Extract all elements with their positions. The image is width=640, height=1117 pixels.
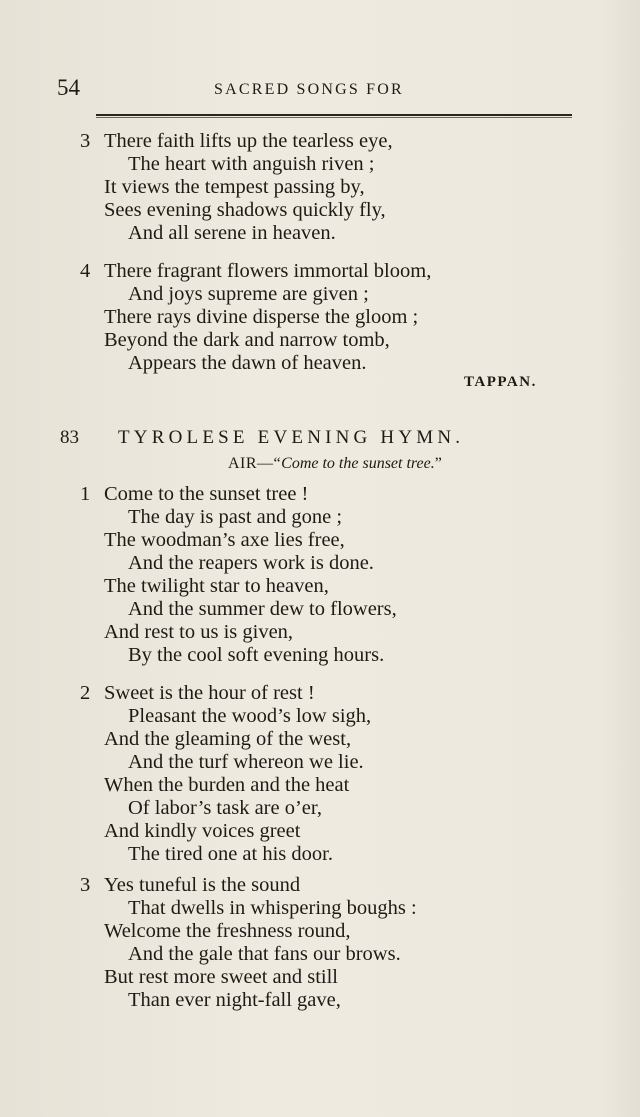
verse-line: Sees evening shadows quickly fly, <box>104 199 386 221</box>
verse-line: It views the tempest passing by, <box>104 176 365 198</box>
verse-line: Pleasant the wood’s low sigh, <box>128 705 372 727</box>
hymn-title: TYROLESE EVENING HYMN. <box>118 427 465 448</box>
verse-line: There fragrant flowers immortal bloom, <box>104 260 432 282</box>
verse-line: Come to the sunset tree ! <box>104 483 309 505</box>
verse-line: There rays divine disperse the gloom ; <box>104 306 419 328</box>
hymn-number: 83 <box>60 427 79 448</box>
verse-line: Yes tuneful is the sound <box>104 874 301 896</box>
stanza-number: 1 <box>80 483 91 505</box>
verse-line: Sweet is the hour of rest ! <box>104 682 315 704</box>
air-close-quote: ” <box>434 455 442 472</box>
stanza-number: 2 <box>80 682 91 704</box>
verse-line: And the gale that fans our brows. <box>128 943 401 965</box>
verse-line: And all serene in heaven. <box>128 222 336 244</box>
verse-line: That dwells in whispering boughs : <box>128 897 417 919</box>
stanza-number: 3 <box>80 874 91 896</box>
verse-line: And joys supreme are given ; <box>128 283 369 305</box>
page-edge-shadow <box>600 0 640 1117</box>
verse-line: Beyond the dark and narrow tomb, <box>104 329 390 351</box>
header-rule-thin <box>96 117 572 118</box>
verse-line: The twilight star to heaven, <box>104 575 329 597</box>
stanza-number: 4 <box>80 260 91 282</box>
page-number: 54 <box>57 75 80 100</box>
verse-line: Than ever night-fall gave, <box>128 989 341 1011</box>
verse-line: And kindly voices greet <box>104 820 301 842</box>
verse-line: There faith lifts up the tearless eye, <box>104 130 393 152</box>
tune-name: Come to the sunset tree. <box>281 455 435 472</box>
verse-line: Of labor’s task are o’er, <box>128 797 323 819</box>
verse-line: And rest to us is given, <box>104 621 294 643</box>
verse-line: Appears the dawn of heaven. <box>128 352 367 374</box>
verse-line: When the burden and the heat <box>104 774 350 796</box>
air-label: AIR—“ <box>228 455 282 472</box>
header-rule <box>96 114 572 116</box>
verse-line: And the summer dew to flowers, <box>128 598 397 620</box>
verse-line: The woodman’s axe lies free, <box>104 529 345 551</box>
verse-line: And the turf whereon we lie. <box>128 751 364 773</box>
verse-line: By the cool soft evening hours. <box>128 644 385 666</box>
tune-line <box>228 455 442 473</box>
stanza-number: 3 <box>80 130 91 152</box>
verse-line: Welcome the freshness round, <box>104 920 351 942</box>
verse-line: And the gleaming of the west, <box>104 728 352 750</box>
running-title: SACRED SONGS FOR <box>214 81 404 98</box>
verse-line: The heart with anguish riven ; <box>128 153 375 175</box>
verse-line: But rest more sweet and still <box>104 966 338 988</box>
verse-line: The day is past and gone ; <box>128 506 343 528</box>
author-attribution: TAPPAN. <box>464 374 537 390</box>
verse-line: And the reapers work is done. <box>128 552 374 574</box>
verse-line: The tired one at his door. <box>128 843 333 865</box>
